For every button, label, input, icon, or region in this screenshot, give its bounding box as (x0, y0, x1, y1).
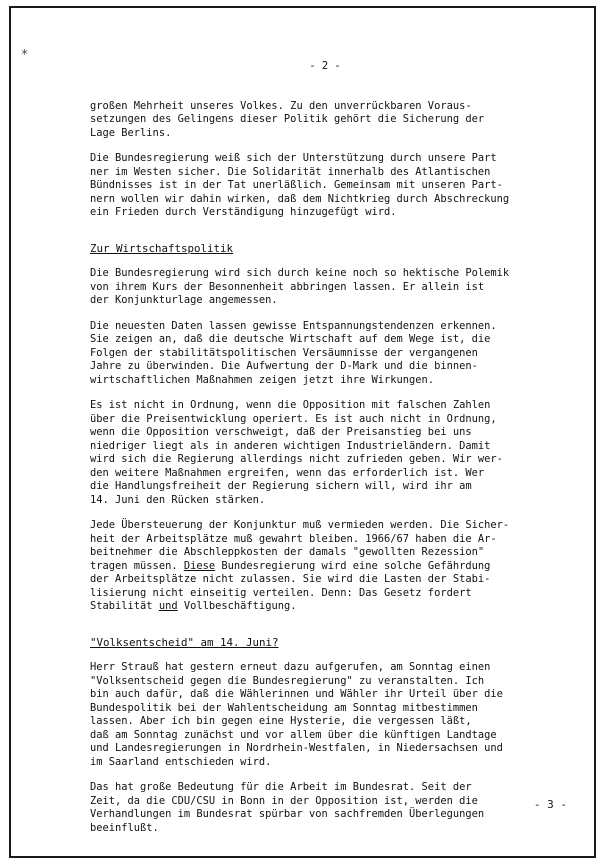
text-line: die Handlungsfreiheit der Regierung sichern will, wird ihr am (90, 480, 472, 492)
text-line: lassen. Aber ich bin gegen eine Hysterie, die vergessen läßt, (90, 715, 472, 727)
text-line: Bündnisses ist in der Tat unerläßlich. Gemeinsam mit unseren Part- (90, 179, 503, 191)
text-fragment: tragen müssen. (90, 559, 184, 572)
text-fragment: Vollbeschäftigung. (177, 600, 297, 612)
paragraph-steering (90, 519, 560, 614)
text-line: im Saarland entschieden wird. (90, 755, 272, 768)
paragraph (90, 781, 560, 835)
text-line: der Arbeitsplätze nicht zulassen. Sie wird die Lasten der Stabi- (90, 573, 491, 585)
margin-mark: * (21, 47, 29, 61)
text-fragment: Bundesregierung wird eine solche Gefährdung (215, 559, 491, 572)
text-line: Sie zeigen an, daß die deutsche Wirtschaft auf dem Wege ist, die (90, 333, 491, 345)
text-line: lisierung nicht einseitig verteilen. Denn: Das Gesetz fordert (90, 586, 472, 599)
text-line: setzungen des Gelingens dieser Politik gehört die Sicherung der (90, 113, 485, 125)
paragraph (90, 399, 560, 507)
document-page (90, 60, 560, 847)
text-line: "Volksentscheid gegen die Bundesregierung" zu veranstalten. Ich (90, 674, 485, 687)
section-referendum (90, 661, 560, 835)
text-line: Das hat große Bedeutung für die Arbeit im Bundesrat. Seit der (90, 781, 472, 793)
text-line: Zeit, da die CDU/CSU in Bonn in der Opposition ist, werden die (90, 794, 478, 807)
text-line: heit der Arbeitsplätze muß gewahrt bleiben. 1966/67 haben die Ar- (90, 532, 497, 545)
text-line: Jede Übersteuerung der Konjunktur muß vermieden werden. Die Sicher- (90, 519, 510, 531)
text-line: wirtschaftlichen Maßnahmen zeigen jetzt ihre Wirkungen. (90, 373, 435, 386)
text-line: bin auch dafür, daß die Wählerinnen und Wähler ihr Urteil über die (90, 688, 503, 700)
text-line: Jahre zu überwinden. Die Aufwertung der D-Mark und die binnen- (90, 360, 478, 372)
text-line: Die neuesten Daten lassen gewisse Entspannungstendenzen erkennen. (90, 319, 497, 332)
text-line: daß am Sonntag zunächst und vor allem über die künftigen Landtage (90, 728, 497, 741)
text-line: von ihrem Kurs der Besonnenheit abbringen lassen. Er allein ist (90, 280, 485, 293)
text-line: Folgen der stabilitätspolitischen Versäumnisse der vergangenen (90, 346, 478, 359)
text-line: Verhandlungen im Bundesrat spürbar von sachfremden Überlegungen (90, 808, 485, 820)
text-line: 14. Juni den Rücken stärken. (90, 493, 266, 506)
text-fragment: Stabilität (90, 600, 159, 612)
text-line (90, 600, 560, 614)
text-line: Lage Berlins. (90, 126, 172, 139)
text-line: nern wollen wir dahin wirken, daß dem Nichtkrieg durch Abschreckung (90, 192, 510, 205)
text-line: über die Preisentwicklung operiert. Es ist auch nicht in Ordnung, (90, 412, 497, 425)
section-economy (90, 267, 560, 614)
text-line: wird sich die Regierung allerdings nicht zufrieden geben. Wir wer- (90, 453, 503, 465)
text-line: den weitere Maßnahmen ergreifen, wenn das erforderlich ist. Wer (90, 466, 485, 479)
underlined-word: und (158, 600, 178, 612)
text-line: Die Bundesregierung wird sich durch keine noch so hektische Polemik (90, 267, 510, 279)
paragraph (90, 100, 560, 141)
section-top (90, 100, 560, 220)
text-line: Es ist nicht in Ordnung, wenn die Opposition mit falschen Zahlen (90, 399, 491, 411)
text-line: und Landesregierungen in Nordrhein-Westfalen, in Niedersachsen und (90, 742, 503, 754)
heading-referendum: "Volksentscheid" am 14. Juni? (90, 635, 279, 649)
text-line: ner im Westen sicher. Die Solidarität innerhalb des Atlantischen (90, 165, 491, 178)
text-line: Bundespolitik bei der Wahlentscheidung am Sonntag mitbestimmen (90, 701, 478, 714)
text-line: Herr Strauß hat gestern erneut dazu aufgerufen, am Sonntag einen (90, 661, 491, 673)
text-line (90, 560, 560, 574)
text-line: ein Frieden durch Verständigung hinzugefügt wird. (90, 206, 397, 218)
text-line: großen Mehrheit unseres Volkes. Zu den unverrückbaren Voraus- (90, 99, 472, 112)
next-page-number: - 3 - (533, 798, 567, 811)
page-number: - 2 - (309, 60, 341, 72)
paragraph (90, 267, 560, 308)
text-line: Die Bundesregierung weiß sich der Unterstützung durch unsere Part (90, 152, 497, 164)
text-line: der Konjunkturlage angemessen. (90, 294, 278, 306)
text-line: niedriger liegt als in anderen wichtigen Industrieländern. Damit (90, 439, 491, 452)
underlined-word: Diese (183, 559, 216, 572)
text-line: beeinflußt. (90, 821, 159, 834)
text-line: beitnehmer die Abschleppkosten der damals "gewollten Rezession" (90, 546, 485, 558)
paragraph (90, 152, 560, 220)
heading-economy: Zur Wirtschaftspolitik (90, 241, 234, 255)
text-line: wenn die Opposition verschweigt, daß der Preisanstieg bei uns (90, 426, 472, 438)
paragraph (90, 661, 560, 769)
paragraph (90, 320, 560, 388)
